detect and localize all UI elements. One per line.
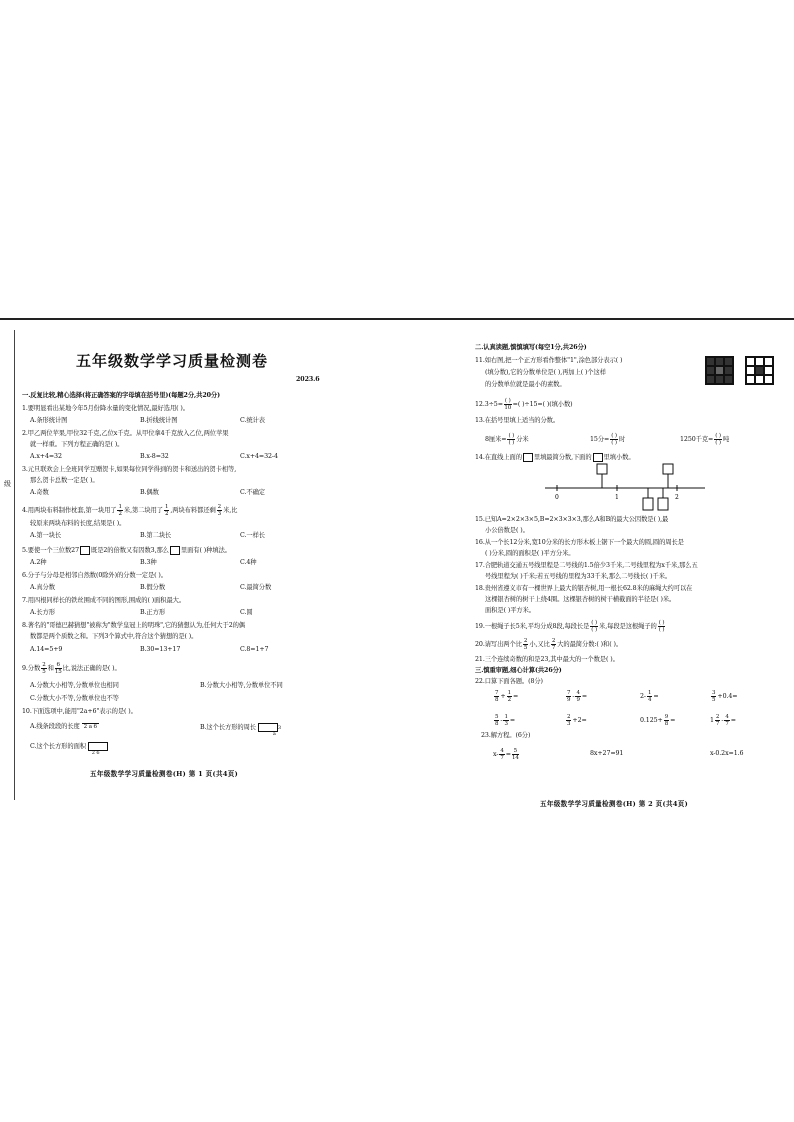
equation-2: 8x+27=91: [590, 750, 624, 757]
segment-figure: 2 a 6: [83, 724, 97, 730]
q13-b: 15分= $\frac{( )}{( )}$ 时: [590, 433, 626, 446]
q6: 6.分子与分母是相邻自然数(0除外)的分数一定是( )。: [22, 572, 167, 579]
q9-c: C.分数大小不等,分数单位也不等: [30, 695, 119, 702]
q17: 17.合肥轨道交通五号线里程是二号线的1.5倍少3千米,二号线里程为x千米,那么五: [475, 562, 698, 569]
q1: 1.要明显看出某地今年5月份降水量的变化情况,最好选用( )。: [22, 405, 189, 412]
q18: 18.贵州省遵义市有一棵世界上最大的银杏树,用一根长62.8米的麻绳大约可以在: [475, 585, 693, 592]
q10-b: B.这个长方形的周长 3 $_a$: [200, 724, 282, 737]
margin-mark: 级: [4, 480, 11, 488]
q1-a: A.条形统计图: [30, 417, 68, 424]
q2: 2.甲乙两位苹果,甲位32千克,乙位x千克。从甲位拿4千克放入乙位,两位苹果: [22, 430, 229, 437]
q4: 4.用两块布料制作枕套,第一块用了 $\frac{1}{2}$ 米,第二块用了 $\frac{1}{2}$ ,两块布料都还剩 $\frac{2}{3}$ 米,比: [22, 504, 238, 517]
shaded-square-figure-2: [745, 356, 774, 385]
page-footer: 五年级数学学习质量检测卷(H) 第 1 页(共4页): [90, 770, 239, 778]
tick-label-2: 2: [675, 494, 679, 501]
q18-cont2: 面积是( )平方米。: [485, 607, 535, 614]
calc-8: 1 $\frac{2}{7}$ - $\frac{4}{7}$ =: [710, 714, 736, 727]
q3-a: A.奇数: [30, 489, 49, 496]
answer-box[interactable]: [170, 546, 180, 555]
section-3-heading: 三.慎重审题,细心计算(共26分): [475, 667, 562, 674]
q6-b: B.假分数: [140, 584, 166, 591]
equation-3: x-0.2x=1.6: [710, 750, 744, 757]
q4-a: A.第一块长: [30, 532, 62, 539]
q7: 7.用四根同样长的铁丝围成不同的图形,围成的( )面积最大。: [22, 597, 186, 604]
page-title: 五年级数学学习质量检测卷: [76, 352, 269, 370]
q17-cont: 号线里程为( )千米;若五号线的里程为33千米,那么二号线长( )千米。: [485, 573, 672, 580]
q2-a: A.x+4=32: [30, 453, 62, 460]
tick-label-0: 0: [555, 494, 559, 501]
answer-box-upper-1: [597, 464, 607, 474]
q21: 21.三个连续奇数的和是23,其中最大的一个数是( )。: [475, 656, 619, 663]
answer-box-lower-2: [658, 498, 668, 510]
q9-b: B.分数大小相等,分数单位不同: [200, 682, 283, 689]
q5-c: C.4种: [240, 559, 257, 566]
q3-c: C.不确定: [240, 489, 265, 496]
q7-c: C.圆: [240, 609, 253, 616]
q6-a: A.真分数: [30, 584, 55, 591]
q7-a: A.长方形: [30, 609, 55, 616]
q12: 12.3÷5= $\frac{( )}{10}$ =( )÷15=( )(填小数): [475, 398, 573, 411]
q14: 14.在直线上面的 里填最简分数,下面的 里填小数。: [475, 454, 635, 461]
shaded-square-figure-1: [705, 356, 734, 385]
q8-cont: 数都是两个质数之和。下列3个算式中,符合这个猜想的是( )。: [30, 633, 198, 640]
exam-date: 2023.6: [296, 376, 320, 383]
q4-c: C.一样长: [240, 532, 265, 539]
calc-6: $\frac{2}{3}$ +2=: [567, 714, 587, 727]
answer-box[interactable]: [523, 453, 533, 462]
q15: 15.已知A=2×2×3×5,B=2×3×3×3,那么A和B的最大公因数是( ),最: [475, 516, 669, 523]
q10-c: C.这个长方形的面积 $_{2 6}$: [30, 742, 99, 751]
q3-cont: 那么贺卡总数一定是( )。: [30, 477, 99, 484]
q16-cont: ( )分米,圆的面积是( )平方分米。: [485, 550, 575, 557]
q9: 9.分数 $\frac{2}{5}$ 和 $\frac{6}{15}$ 比,说法正确的是( )。: [22, 662, 121, 675]
q11: 11.如右图,把一个正方形看作整体"1",涂色部分表示( ): [475, 357, 623, 364]
q23: 23.解方程。(6分): [481, 732, 531, 739]
q13: 13.在括号里填上适当的分数。: [475, 417, 560, 424]
q3-b: B.偶数: [140, 489, 159, 496]
equation-1: x- $\frac{4}{7}$ = $\frac{5}{14}$: [493, 748, 519, 761]
tick-label-1: 1: [615, 494, 619, 501]
answer-box[interactable]: [593, 453, 603, 462]
answer-box[interactable]: [80, 546, 90, 555]
top-rule: [0, 318, 794, 320]
q11-cont2: 的分数单位就是最小的素数。: [485, 381, 566, 388]
q13-c: 1250千克= $\frac{( )}{( )}$ 吨: [680, 433, 730, 446]
q13-a: 8厘米= $\frac{( )}{( )}$ 分米: [485, 433, 529, 446]
q11-cont: (填分数),它的分数单位是( ),再加上( )个这样: [485, 369, 606, 376]
q3: 3.元旦联欢会上全班同学互赠贺卡,如果每位同学得到的贺卡和送出的贺卡相等,: [22, 466, 237, 473]
number-line: [545, 462, 705, 512]
q8-b: B.30=13+17: [140, 646, 181, 653]
section-2-heading: 二.认真读题,慎慎填写(每空1分,共26分): [475, 344, 587, 351]
q18-cont: 这棵银杏树的树干上绕4圈。这棵银杏树的树干横截面的半径是( )米。: [485, 596, 676, 603]
q4-b: B.第二块长: [140, 532, 172, 539]
q15-cont: 小公倍数是( )。: [485, 527, 529, 534]
q9-a: A.分数大小相等,分数单位也相同: [30, 682, 119, 689]
q8-c: C.8=1+7: [240, 646, 269, 653]
q19: 19.一根绳子长5米,平均分成8段,每段长是 $\frac{( )}{( )}$ 米,每段是这根绳子的 $\frac{( )}{( )}$: [475, 620, 665, 633]
calc-2: $\frac{7}{9}$ - $\frac{4}{9}$ =: [567, 690, 588, 703]
q8-a: A.14=5+9: [30, 646, 63, 653]
q1-c: C.统计表: [240, 417, 265, 424]
q7-b: B.正方形: [140, 609, 166, 616]
q5: 5.要使一个三位数27 既是2的倍数又有因数3,那么 里面有( )种填法。: [22, 547, 231, 554]
q5-b: B.3种: [140, 559, 157, 566]
page-footer: 五年级数学学习质量检测卷(H) 第 2 页(共4页): [540, 800, 689, 808]
binding-line: [14, 330, 15, 800]
q2-b: B.x-8=32: [140, 453, 169, 460]
section-1-heading: 一.反复比较,精心选择(将正确答案的字母填在括号里)(每题2分,共20分): [22, 392, 220, 399]
q16: 16.从一个长12分米,宽10分米的长方形木板上锯下一个最大的圆,圆的周长是: [475, 539, 684, 546]
q10: 10.下面选项中,能用"2a+6"表示的是( )。: [22, 708, 137, 715]
q2-cont: 就一样重。下列方程正确的是( )。: [30, 441, 124, 448]
q10-a: A.线条段段的长度 2 a 6: [30, 723, 97, 730]
calc-4: $\frac{3}{5}$ +0.4=: [712, 690, 738, 703]
answer-box-lower-1: [643, 498, 653, 510]
q2-c: C.x+4=32-4: [240, 453, 278, 460]
q1-b: B.折线统计图: [140, 417, 178, 424]
calc-3: 2- $\frac{1}{4}$ =: [640, 690, 659, 703]
q4-cont: 较原来两块布料的长度,结果是( )。: [30, 520, 126, 527]
answer-box-upper-2: [663, 464, 673, 474]
calc-7: 0.125+ $\frac{9}{8}$ =: [640, 714, 676, 727]
calc-5: $\frac{5}{8}$ - $\frac{1}{3}$ =: [495, 714, 516, 727]
calc-1: $\frac{7}{8}$ + $\frac{1}{2}$ =: [495, 690, 519, 703]
q20: 20.请写出两个比 $\frac{2}{5}$ 小,又比 $\frac{2}{7}$ 大的最简分数:( )和( )。: [475, 638, 623, 651]
q5-a: A.2种: [30, 559, 47, 566]
q6-c: C.最简分数: [240, 584, 272, 591]
q22: 22.口算下面各题。(8分): [475, 678, 543, 685]
q8: 8.著名的"哥德巴赫猜想"被称为"数学皇冠上的明珠",它的猜想认为,任何大于2的偶: [22, 622, 246, 629]
